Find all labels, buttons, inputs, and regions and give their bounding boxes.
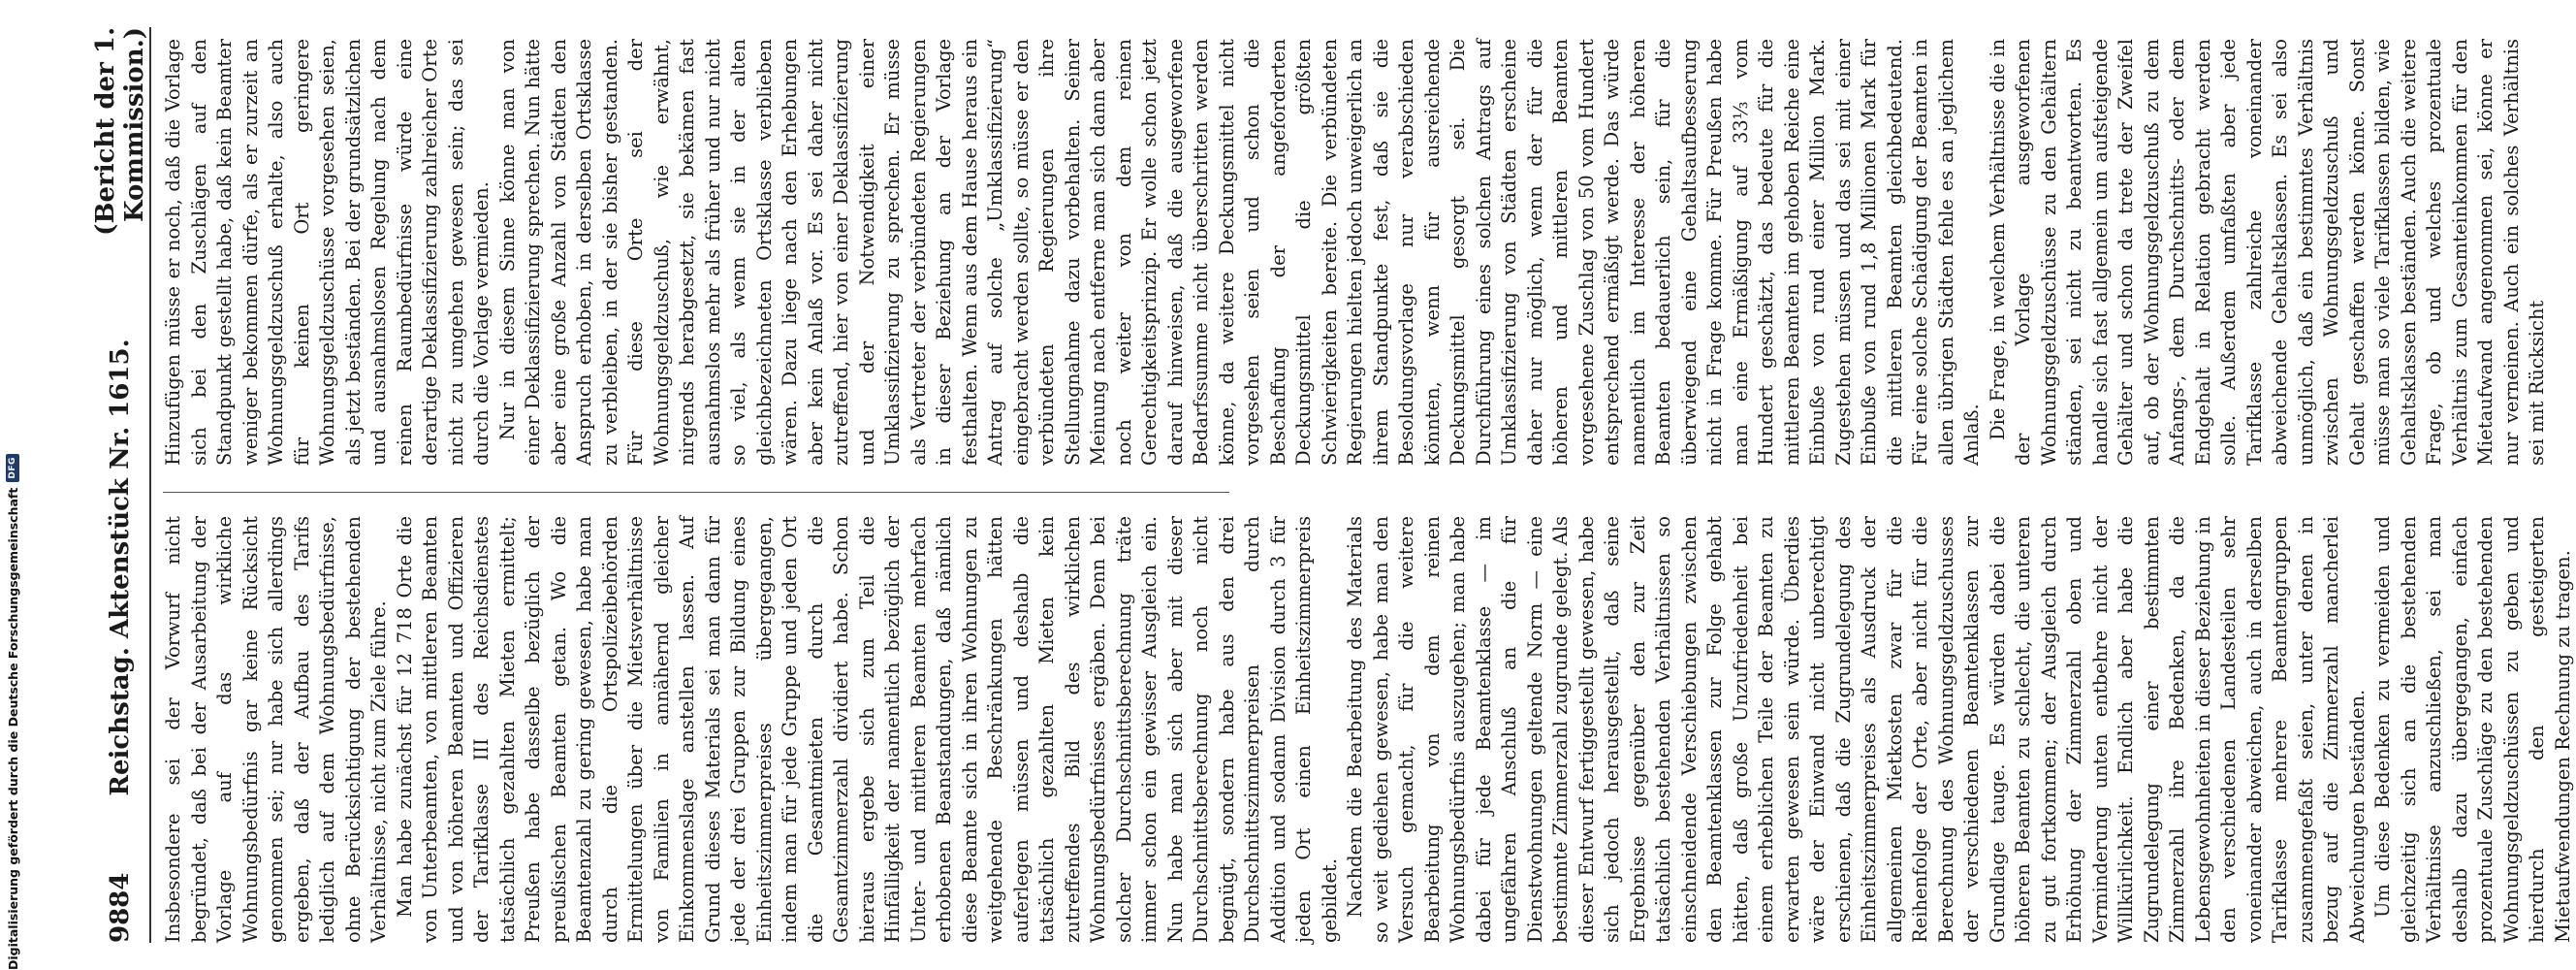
paragraph: Man habe zunächst für 12 718 Orte die von Unterbeamten, von mittleren Beamten und von höheren Beamten und Offizieren der Tarifklasse III des Reichsdienstes tatsächlich gezahlten Mieten ermittelt; Preußen habe dasselbe bezüglich der preußischen Beamten getan. Wo die Beamtenzahl zu gering gewesen, habe man durch die Ortspolizeibehörden Ermittelungen über die Mietsverhältnisse von Familien in annähernd gleicher Einkommenslage anstellen lassen. Auf Grund dieses Materials sei man dann für jede der drei Gruppen zur Bildung eines Einheitszimmerpreises übergegangen, indem man für jede Gruppe und jeden Ort die Gesamtmieten durch die Gesamtzimmerzahl dividiert habe. Schon hieraus ergebe sich zum Teil die Hinfälligkeit der namentlich bezüglich der Unter- und mittleren Beamten mehrfach erhobenen Beanstandungen, daß nämlich diese Beamte sich in ihren Wohnungen zu weitgehende Beschränkungen hätten auferlegen müssen und deshalb die tatsächlich gezahlten Mieten kein zutreffendes Bild des wirklichen Wohnungsbedürfnisses ergäben. Denn bei solcher Durchschnittsberechnung träte immer schon ein gewisser Ausgleich ein. Nun habe man sich aber mit dieser Durchschnittsberechnung noch nicht begnügt, sondern habe aus den drei Durchschnittszimmerpreisen durch Addition und sodann Division durch 3 für jeden Ort einen Einheitszimmerpreis gebildet. xyxy=(393,516,1341,943)
paragraph: Hinzufügen müsse er noch, daß die Vorlage sich bei den Zuschlägen auf den Standpunkt gestellt habe, daß kein Beamter weniger bekommen dürfe, als er zurzeit an Wohnungsgeldzuschuß erhalte, also auch für keinen Ort geringere Wohnungsgeldzuschüsse vorgesehen seien, als jetzt beständen. Bei der grundsätzlichen und ausnahmslosen Regelung nach dem reinen Raumbedürfnisse würde eine derartige Deklassifizierung zahlreicher Orte nicht zu umgehen gewesen sein; das sei durch die Vorlage vermieden. xyxy=(162,39,493,466)
left-column xyxy=(161,516,2574,943)
paragraph: Insbesondere sei der Vorwurf nicht begründet, daß bei der Ausarbeitung der Vorlage auf das wirkliche Wohnungsbedürfnis gar keine Rücksicht genommen sei; nur habe sich allerdings ergeben, daß der Aufbau des Tarifs lediglich auf dem Wohnungsbedürfnisse, ohne Berücksichtigung der bestehenden Verhältnisse, nicht zum Ziele führe. xyxy=(162,516,390,943)
paragraph: Um diese Bedenken zu vermeiden und gleichzeitig sich an die bestehenden Verhältnisse anzuschließen, sei man deshalb dazu übergegangen, einfach prozentuale Zuschläge zu den bestehenden Wohnungsgeldzuschüssen zu geben und hierdurch den gesteigerten Mietaufwendungen Rechnung zu tragen. xyxy=(2371,516,2574,943)
paragraph: Die Frage, in welchem Verhältnisse die in der Vorlage ausgeworfenen Wohnungsgeldzuschüsse zu den Gehältern ständen, sei nicht zu beantworten. Es handle sich fast allgemein um aufsteigende Gehälter und schon da trete der Zweifel auf, ob der Wohnungsgeldzuschuß zu dem Anfangs-, dem Durchschnitts- oder dem Endgehalt in Relation gebracht werden solle. Außerdem umfaßten aber jede Tarifklasse zahlreiche voneinander abweichende Gehaltsklassen. Es sei also unmöglich, daß ein bestimmtes Verhältnis zwischen Wohnungsgeldzuschuß und Gehalt geschaffen werden könne. Sonst müsse man so viele Tarifklassen bilden, wie Gehaltsklassen beständen. Auch die weitere Frage, ob und welches prozentuale Verhältnis zum Gesamteinkommen für den Mietaufwand angenommen sei, könne er nur verneinen. Auch ein solches Verhältnis sei mit Rücksicht xyxy=(1986,39,2548,466)
page-title: Reichstag. Aktenstück Nr. 1615. xyxy=(106,339,135,796)
dfg-logo: DFG xyxy=(6,454,19,482)
credit-text: Digitalisierung gefördert durch die Deutsche Forschungsgemeinschaft xyxy=(5,487,20,970)
paragraph: Nur in diesem Sinne könne man von einer Deklassifizierung sprechen. Nun hätte aber eine große Anzahl von Städten den Anspruch erhoben, in derselben Ortsklasse zu verbleiben, in der sie bisher gestanden. Für diese Orte sei der Wohnungsgeldzuschuß, wie erwähnt, nirgends herabgesetzt, sie bekämen fast ausnahmslos mehr als früher und nur nicht so viel, als wenn sie in der alten gleichbezeichneten Ortsklasse verblieben wären. Dazu liege nach den Erhebungen aber kein Anlaß vor. Es sei daher nicht zutreffend, hier von einer Deklassifizierung und der Notwendigkeit einer Umklassifizierung zu sprechen. Er müsse als Vertreter der verbündeten Regierungen in dieser Beziehung an der Vorlage festhalten. Wenn aus dem Hause heraus ein Antrag auf solche „Umklassifizierung“ eingebracht werden sollte, so müsse er den verbündeten Regierungen ihre Stellungnahme dazu vorbehalten. Seiner Meinung nach entferne man sich dann aber noch weiter von dem reinen Gerechtigkeitsprinzip. Er wolle schon jetzt darauf hinweisen, daß die ausgeworfene Bedarfssumme nicht überschritten werden könne, da weitere Deckungsmittel nicht vorgesehen seien und schon die Beschaffung der angeforderten Deckungsmittel die größten Schwierigkeiten bereite. Die verbündeten Regierungen hielten jedoch unweigerlich an ihrem Standpunkte fest, daß sie die Besoldungsvorlage nur verabschieden könnten, wenn für ausreichende Deckungsmittel gesorgt sei. Die Durchführung eines solchen Antrags auf Umklassifizierung von Städten erscheine daher nur möglich, wenn der für die höheren und mittleren Beamten vorgesehene Zuschlag von 50 vom Hundert entsprechend ermäßigt werde. Das würde namentlich im Interesse der höheren Beamten bedauerlich sein, für die überwiegend eine Gehaltsaufbesserung nicht in Frage komme. Für Preußen habe man eine Ermäßigung auf 33⅓ vom Hundert geschätzt, das bedeute für die mittleren Beamten im gehoben Reiche eine Einbuße von rund einer Million Mark. Zugestehen müssen und das sei mit einer Einbuße von rund 1,8 Millionen Mark für die mittleren Beamten gleichbedeutend. Für eine solche Schädigung der Beamten in allen übrigen Städten fehle es an jeglichem Anlaß. xyxy=(495,39,1983,466)
column-divider xyxy=(163,492,1229,493)
right-column xyxy=(161,39,2548,466)
paragraph: Nachdem die Bearbeitung des Materials so weit gediehen gewesen, habe man den Versuch gemacht, für die weitere Bearbeitung von dem reinen Wohnungsbedürfnis auszugehen; man habe dabei für jede Beamtenklasse — im ungefähren Anschluß an die für Dienstwohnungen geltende Norm — eine bestimmte Zimmerzahl zugrunde gelegt. Als dieser Entwurf fertiggestellt gewesen, habe sich jedoch herausgestellt, daß seine Ergebnisse gegenüber den zur Zeit tatsächlich bestehenden Verhältnissen so einschneidende Verschiebungen zwischen den Beamtenklassen zur Folge gehabt hätten, daß große Unzufriedenheit bei einem erheblichen Teile der Beamten zu erwarten gewesen sein würde. Überdies wäre der Einwand nicht unberechtigt erschienen, daß die Zugrundelegung des Einheitszimmerpreises als Ausdruck der allgemeinen Mietkosten zwar für die Reihenfolge der Orte, aber nicht für die Berechnung des Wohnungsgeldzuschusses der verschiedenen Beamtenklassen zur Grundlage tauge. Es würden dabei die höheren Beamten zu schlecht, die unteren zu gut fortkommen; der Ausgleich durch Erhöhung der Zimmerzahl oben und Verminderung unten entbehre nicht der Willkürlichkeit. Endlich aber habe die Zugrundelegung einer bestimmten Zimmerzahl ihre Bedenken, da die Lebensgewohnheiten in dieser Beziehung in den verschiedenen Landesteilen sehr voneinander abweichen, auch in derselben Tarifklasse mehrere Beamtengruppen zusammengefaßt seien, unter denen in bezug auf die Zimmerzahl mancherlei Abweichungen beständen. xyxy=(1344,516,2369,943)
page-number: 9884 xyxy=(106,872,135,943)
page-header xyxy=(91,27,149,943)
header-rule xyxy=(149,27,151,943)
page-subtitle: (Bericht der 1. Kommission.) xyxy=(91,27,149,236)
rotated-document-page xyxy=(76,0,2574,970)
digitization-credit xyxy=(2,97,23,970)
